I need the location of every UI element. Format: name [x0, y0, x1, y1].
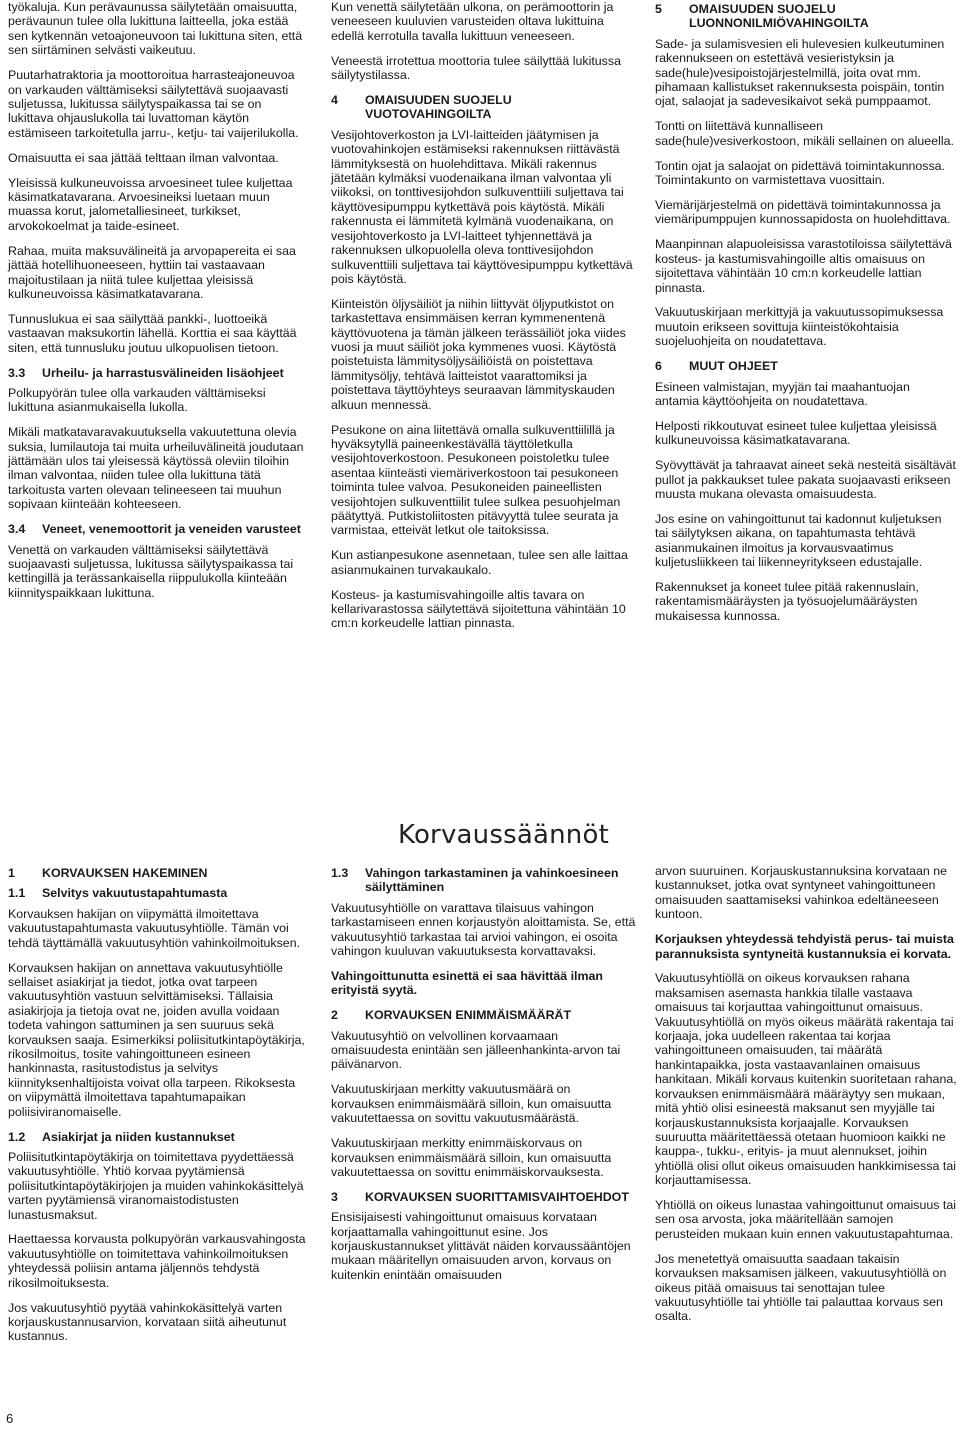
paragraph: Venettä on varkauden välttämiseksi säilytettävä suojaavasti suljetussa, lukitussa säilytyspaikassa tai kettingillä ja terässankaisella riippulukolla kiinteään kiinnityspaikkaan lukittuna.: [8, 542, 294, 600]
paragraph: Ensisijaisesti vahingoittunut omaisuus korvataan korjaattamalla vahingoittunut esine. Jos korjauskustannukset ylittävät näiden korvaussääntöjen mukaan määritellyn omaisuuden arvon, korvaus on kuitenkin enintään omaisuuden: [331, 1210, 631, 1282]
paragraph: Jos menetettyä omaisuutta saadaan takaisin korvauksen maksamisen jälkeen, vakuutusyhtiöllä on oikeus pitää omaisuus tai senottajan tulee vakuutusyhtiölle tai yhtiölle tai palauttaa korvaus sen osalta.: [655, 1251, 947, 1324]
paragraph: Kosteus- ja kastumisvahingoille altis tavara on kellarivarastossa säilytettävä sijoitettuna vähintään 10 cm:n korkeudelle lattian pinnasta.: [331, 587, 626, 631]
paragraph: Yleisissä kulkuneuvoissa arvoesineet tulee kuljettaa käsimatkatavarana. Arvoesineiksi luetaan muun muassa korut, jalometalliesineet, turkikset, arvokokoelmat ja taide-esineet.: [8, 175, 293, 233]
paragraph: Omaisuutta ei saa jättää telttaan ilman valvontaa.: [8, 150, 279, 165]
paragraph: Maanpinnan alapuoleisissa varastotiloissa säilytettävä kosteus- ja kastumisvahingoille altis omaisuus on sijoitettava vähintään 10 cm:n korkeudelle lattian pinnasta.: [655, 237, 952, 295]
section-number: 1.2: [8, 1129, 26, 1144]
paragraph: arvon suuruinen. Korjauskustannuksina korvataan ne kustannukset, jotka ovat syntyneet vahingoittuneen omaisuuden saattamiseksi vahinkoa edeltäneeseen kuntoon.: [655, 864, 948, 922]
paragraph: Jos esine on vahingoittunut tai kadonnut kuljetuksen tai säilytyksen aikana, on tapahtumasta tehtävä asianmukainen ilmoitus ja korvausvaatimus kuljetusliikkeen tai liikenneyritykseen edustajalle.: [655, 511, 942, 570]
paragraph: Rahaa, muita maksuvälineitä ja arvopapereita ei saa jättää hotellihuoneeseen, hyttiin tai vastaavaan majoitustilaan ja niitä tulee kuljettaa yleisissä kulkuneuvoissa käsimatkatavarana.: [8, 243, 296, 301]
paragraph: Vakuutusyhtiö on velvollinen korvaamaan omaisuudesta enintään sen jälleenhankinta-arvon tai päivänarvon.: [331, 1028, 621, 1072]
paragraph: Kun astianpesukone asennetaan, tulee sen alle laittaa asianmukainen turvakaukalo.: [331, 548, 628, 577]
bottom-column-3: [655, 864, 957, 1324]
section-heading: [8, 366, 310, 380]
paragraph: Jos vakuutusyhtiö pyytää vahinkokäsittelyä varten korjauskustannusarvion, korvataan siitä aiheutunut kustannus.: [8, 1300, 287, 1344]
section-heading-title: Selvitys vakuutustapahtumasta: [42, 886, 228, 901]
paragraph: Esineen valmistajan, myyjän tai maahantuojan antamia käyttöohjeita on noudatettava.: [655, 379, 910, 408]
paragraph: Vakuutuskirjaan merkitty vakuutusmäärä on korvauksen enimmäismäärä silloin, kun omaisuutta vakuutettaessa on sovittu vakuutusmäärästä.: [331, 1082, 612, 1126]
section-heading-title: KORVAUKSEN SUORITTAMISVAIHTOEHDOT: [365, 1189, 629, 1204]
paragraph: Korvauksen hakijan on viipymättä ilmoitettava vakuutustapahtumasta vakuutusyhtiölle. Tämän voi tehdä täyttämällä vakuutusyhtiön vahinkoilmoituksen.: [8, 906, 301, 950]
section-heading: [331, 93, 637, 122]
paragraph: Vakuutusyhtiöllä on oikeus korvauksen rahana maksamisen asemasta hankkia tilalle vastaava omaisuus tai korjauttaa vahingoittunut omaisuus. Vakuutusyhtiöllä on myös oikeus määrätä rakentaja tai korjaaja, joka uudelleen rakentaa tai korjaa vahingoittuneen omaisuuden, tai määrätä hankintapaikka, josta vastaavanlainen omaisuus hankitaan. Mikäli korvaus kuitenkin suoritetaan rahana, korvauksen enimmäismäärä määräytyy sen mukaan, mitä yhtiö olisi esineestä maksanut sen myyjälle tai korjauskustannuksista korjaajalle. Korvauksen suuruutta määritettäessä otetaan huomioon kaikki ne kauppa-, tukku-, erityis- ja muut alennukset, joihin yhtiöllä olisi ollut oikeus omaisuuden hankkimisessa tai korjauttamisessa.: [655, 971, 957, 1188]
section-heading-title: Vahingon tarkastaminen ja vahinkoesineen säilyttäminen: [365, 866, 619, 895]
paragraph: Tunnuslukua ei saa säilyttää pankki-, luottoeikä vastaavan maksukortin lähellä. Korttia ei saa käyttää siten, että tunnusluku joutuu ulkopuolisen tietoon.: [8, 311, 297, 355]
paragraph: Vakuutusyhtiölle on varattava tilaisuus vahingon tarkastamiseen ennen korjaustyön aloittamista. Se, että vakuutusyhtiö tarkastaa tai arvioi vahingon, ei osoita vahingon kuuluvan vakuutuksesta korvattavaksi.: [331, 900, 636, 959]
section-heading: [331, 1008, 637, 1022]
paragraph: Helposti rikkoutuvat esineet tulee kuljettaa yleisissä kulkuneuvoissa käsimatkatavarana.: [655, 418, 937, 448]
section-heading: [331, 1190, 637, 1204]
page-number: 6: [6, 1411, 14, 1426]
section-number: 4: [331, 93, 338, 108]
section-title: Korvaussäännöt: [398, 820, 609, 850]
section-heading: [331, 866, 637, 895]
paragraph: Yhtiöllä on oikeus lunastaa vahingoittunut omaisuus tai sen osa arvosta, joka määritellään samojen perusteiden mukaan kuin ennen vakuutustapahtumaa.: [655, 1198, 957, 1241]
bottom-column-1: [8, 864, 310, 1344]
paragraph: Syövyttävät ja tahraavat aineet sekä nesteitä sisältävät pullot ja pakkaukset tulee pakata suojaavasti erikseen muusta mukana olevasta omaisuudesta.: [655, 458, 956, 501]
paragraph: Mikäli matkatavaravakuutuksella vakuutettuna olevia suksia, lumilautoja tai muita urheiluvälineitä joudutaan jättämään ulos tai yleisessä käytössä oleviin tiloihin ilman valvontaa, niiden tulee olla lukittuna tätä tarkoitusta varten olevaan telineeseen tai muuhun sopivaan kiinteään kohteeseen.: [8, 425, 304, 512]
section-number: 2: [331, 1008, 338, 1023]
section-heading-title: Urheilu- ja harrastusvälineiden lisäohjeet: [42, 365, 284, 380]
section-heading-title: Veneet, venemoottorit ja veneiden varusteet: [42, 522, 301, 537]
section-heading-title: Asiakirjat ja niiden kustannukset: [42, 1129, 235, 1144]
section-number: 3: [331, 1189, 338, 1204]
paragraph: Rakennukset ja koneet tulee pitää rakennuslain, rakentamismääräysten ja työsuojelumääräysten mukaisessa kunnossa.: [655, 580, 919, 623]
section-heading: [8, 522, 310, 536]
section-heading-title: KORVAUKSEN HAKEMINEN: [42, 866, 208, 880]
paragraph: Vakuutuskirjaan merkittyjä ja vakuutussopimuksessa muutoin erikseen sovittuja kiinteistökohtaisia suojeluohjeita on noudatettava.: [655, 305, 944, 349]
paragraph: Tontti on liitettävä kunnalliseen sade(hule)vesiverkostoon, mikäli sellainen on alueella.: [655, 119, 954, 148]
section-heading: [655, 2, 957, 31]
paragraph: työkaluja. Kun perävaunussa säilytetään omaisuutta, perävaunun tulee olla lukittuna laitteella, joka estää sen kytkennän vetoajoneuvoon tai lukittuna siten, että sen siirtäminen selvästi vaikeutuu.: [8, 0, 303, 58]
section-heading-title: MUUT OHJEET: [689, 359, 778, 374]
paragraph: Sade- ja sulamisvesien eli hulevesien kulkeutuminen rakennukseen on estettävä vesieristyksin ja sade(hule)vesipoistojärjestelmillä, joita ovat mm. pihamaan kallistukset rakennuksesta poispäin, tontin ojat, salaojat ja sadevesikaivot sekä pumppaamot.: [655, 36, 945, 109]
paragraph: Vakuutuskirjaan merkitty enimmäiskorvaus on korvauksen enimmäismäärä silloin, kun omaisuutta vakuutettaessa on sovittu enimmäiskorvauksesta.: [331, 1136, 612, 1179]
paragraph: Poliisitutkintapöytäkirja on toimitettava pyydettäessä vakuutusyhtiölle. Yhtiö korvaa pyytämiensä poliisitutkintapöytäkirjojen ja muiden vahinkokäsittelyä varten pyytämiensä viranomaistodistusten lunastusmaksut.: [8, 1149, 304, 1222]
bold-paragraph: Korjauksen yhteydessä tehdyistä perus- tai muista parannuksista syntyneitä kustannuksia ei korvata.: [655, 932, 954, 961]
bottom-column-2: [331, 864, 637, 1282]
section-heading: [655, 359, 957, 373]
bold-paragraph: Vahingoittunutta esinettä ei saa hävittää ilman erityistä syytä.: [331, 968, 603, 998]
paragraph: Tontin ojat ja salaojat on pidettävä toimintakunnossa. Toimintakunto on varmistettava vuosittain.: [655, 158, 945, 188]
section-heading-title: OMAISUUDEN SUOJELU VUOTOVAHINGOILTA: [365, 93, 512, 122]
top-column-2: [331, 0, 637, 631]
section-number: 3.4: [8, 522, 26, 537]
paragraph: Haettaessa korvausta polkupyörän varkausvahingosta vakuutusyhtiölle on toimitettava vahinkoilmoituksen yhteydessä poliisin antama jäljennös tehdystä rikosilmoituksesta.: [8, 1232, 306, 1290]
paragraph: Vesijohtoverkoston ja LVI-laitteiden jäätymisen ja vuotovahinkojen estämiseksi rakennuksen riittävästä lämmityksestä on huolehdittava. Mikäli rakennus jätetään kylmäksi vuodenaikana ilman valvontaa yli viikoksi, on tonttivesijohdon sulkuventtiili suljettava tai käyttövesipumppu kytkettävä pois käytöstä. Mikäli rakennusta ei lämmitetä kylmänä vuodenaikana, on vesijohtoverkosto ja LVI-laitteet tyhjennettävä ja rakennuksen ulkopuolella oleva tonttivesijohdon sulkuventtiili suljettava tai käyttövesipumppu kytkettävä pois käytöstä.: [331, 127, 633, 286]
section-number: 3.3: [8, 365, 26, 380]
section-heading: [8, 1130, 310, 1144]
paragraph: Pesukone on aina liitettävä omalla sulkuventtiilillä ja hyväksytyllä paineenkestävällä täyttöletkulla vesijohtoverkostoon. Pesukoneen poistoletku tulee asentaa kiinteästi viemäriverkostoon tai pesukoneen toiminta tulee valvoa. Pesukoneiden paineellisten vesijohtojen sulkuventtiilit tulee sulkea pesuohjelman päätyttyä. Putkistoliitosten pitävyyttä tulee seurata ja varmistaa, etteivät letkut ole taitoksissa.: [331, 422, 621, 538]
section-number: 1.1: [8, 886, 26, 901]
section-heading: [8, 866, 310, 880]
paragraph: Viemärijärjestelmä on pidettävä toimintakunnossa ja viemäripumppujen kunnossapidosta on huolehdittava.: [655, 197, 951, 227]
top-column-1: [8, 0, 310, 600]
paragraph: Puutarhatraktoria ja moottoroitua harrasteajoneuvoa on varkauden välttämiseksi säilytettävä suojaavasti suljetussa, lukitussa säilytyspaikassa tai se on lukittava ohjauslukolla tai luvattoman käytön estämiseen tarkoitetulla jarru-, ketju- tai vaijerilukolla.: [8, 68, 299, 140]
paragraph: Kiinteistön öljysäiliöt ja niihin liittyvät öljyputkistot on tarkastettava ensimmäisen kerran kymmenentenä käyttövuotena ja tämän jälkeen terässäiliöt joka viides vuosi ja muut säiliöt joka kymmenes vuosi. Käytöstä poistetuista lämmitysöljysäiliöistä on poistettava lämmitysöljy, tehtävä laitteistot vaarattomiksi ja poistettava täyttöyhteys seuraavan lämmityskauden alkuun mennessä.: [331, 296, 626, 412]
paragraph: Kun venettä säilytetään ulkona, on perämoottorin ja veneeseen kuuluvien varusteiden oltava lukittuina edellä kerrotulla tavalla lukittuun veneeseen.: [331, 0, 614, 43]
section-heading-title: KORVAUKSEN ENIMMÄISMÄÄRÄT: [365, 1008, 572, 1023]
section-heading: [8, 886, 310, 900]
section-heading-title: OMAISUUDEN SUOJELU LUONNONILMIÖVAHINGOILTA: [689, 2, 869, 31]
top-column-3: [655, 0, 957, 623]
section-number: 1.3: [331, 866, 349, 880]
paragraph: Veneestä irrotettua moottoria tulee säilyttää lukitussa säilytystilassa.: [331, 53, 621, 83]
paragraph: Korvauksen hakijan on annettava vakuutusyhtiölle sellaiset asiakirjat ja tiedot, jotka ovat tarpeen vakuutusyhtiön vastuun selvittämiseksi. Tällaisia asiakirjoja ja tietoja ovat ne, joiden avulla voidaan todeta vahingon sattuminen ja sen suuruus sekä korvauksen saaja. Esimerkiksi poliisitutkintapöytäkirja, rikosilmoitus, tosite vahingoittuneen esineen hankinnasta, rasitustodistus ja selvitys kiinnityksenhaltijoista voivat olla tarpeen. Rikoksesta on viipymättä ilmoitettava tapahtumapaikan poliisiviranomaiselle.: [8, 960, 305, 1119]
section-number: 6: [655, 359, 662, 374]
paragraph: Polkupyörän tulee olla varkauden välttämiseksi lukittuna asianmukaisella lukolla.: [8, 385, 266, 415]
section-number: 1: [8, 866, 15, 880]
section-number: 5: [655, 2, 662, 16]
